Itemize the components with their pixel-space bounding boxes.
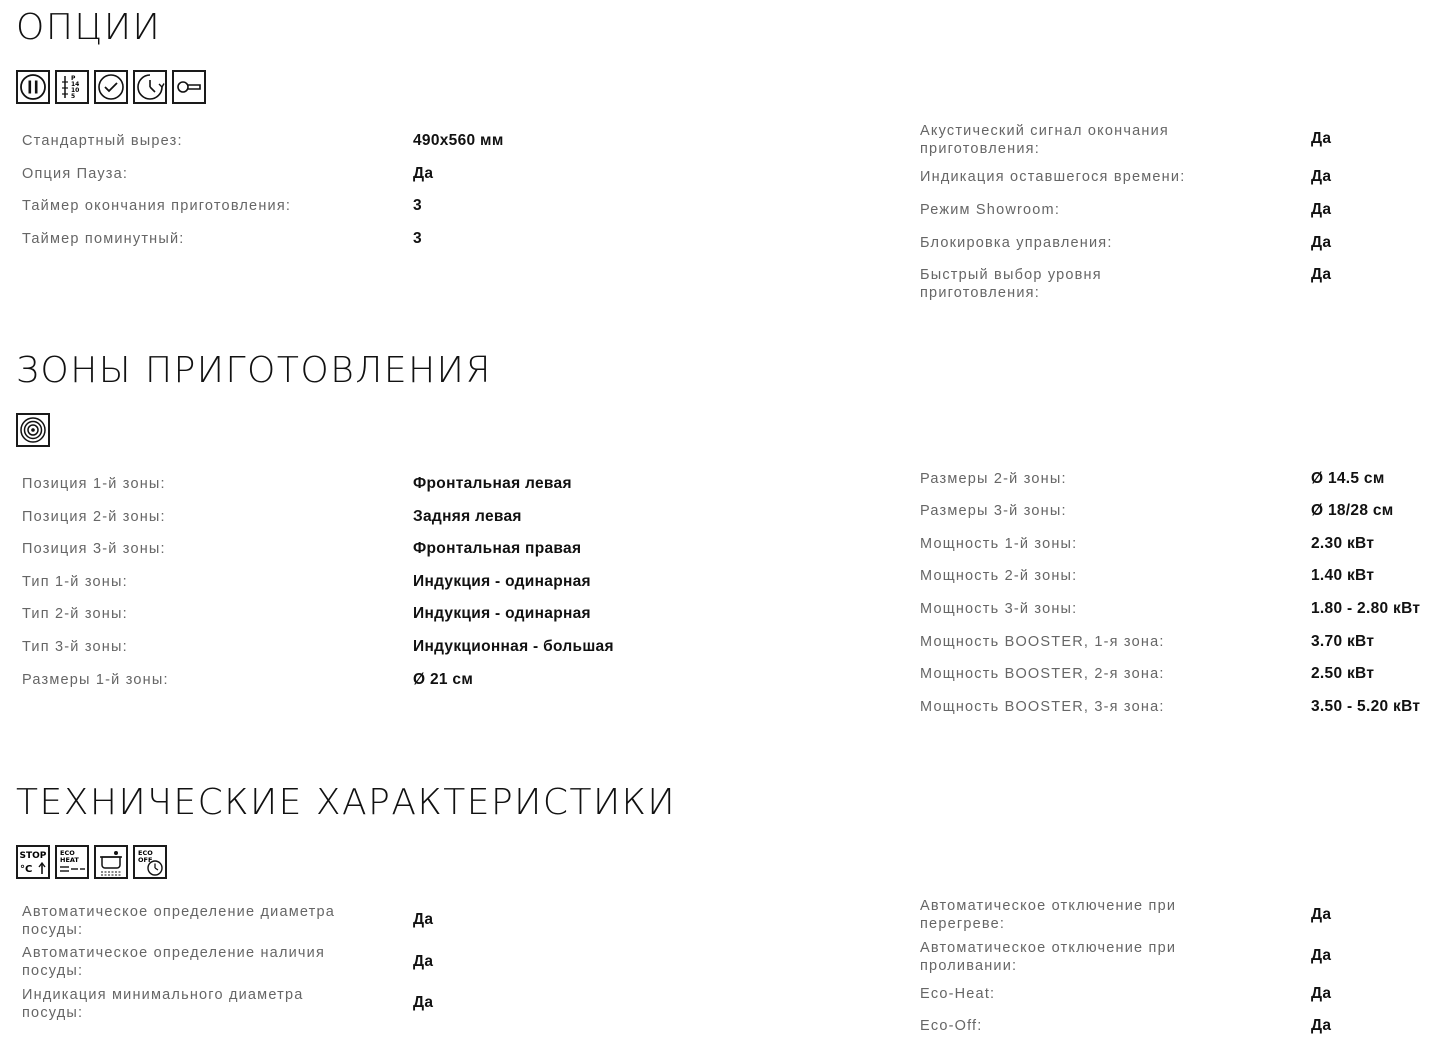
spec-value: Да <box>1311 234 1332 251</box>
pot-detection-icon <box>94 845 128 879</box>
spec-label: Таймер поминутный: <box>22 231 185 247</box>
spec-value: Индукция - одинарная <box>413 573 591 590</box>
svg-text:5: 5 <box>71 93 76 100</box>
spec-label: Мощность 2-й зоны: <box>920 568 1078 584</box>
spec-value: Фронтальная правая <box>413 540 582 557</box>
spec-label: Тип 2-й зоны: <box>22 606 128 622</box>
eco-off-icon-text-off: OFF <box>138 856 153 864</box>
clock-icon <box>94 70 128 104</box>
spec-value: Да <box>1311 130 1332 147</box>
timer-levels-icon <box>55 70 89 104</box>
spec-label: Мощность 1-й зоны: <box>920 536 1078 552</box>
spec-label: Позиция 1-й зоны: <box>22 476 166 492</box>
spec-label: Мощность BOOSTER, 1-я зона: <box>920 634 1165 650</box>
eco-off-icon-text-eco: ECO <box>138 849 153 857</box>
spec-value: Индукционная - большая <box>413 638 614 655</box>
spec-value: Да <box>1311 168 1332 185</box>
spec-label: Индикация оставшегося времени: <box>920 169 1186 185</box>
spec-value: Да <box>1311 947 1332 964</box>
spec-value: 2.30 кВт <box>1311 535 1375 552</box>
options-section <box>0 8 1439 308</box>
spec-value: Да <box>1311 985 1332 1002</box>
spec-label: Размеры 1-й зоны: <box>22 672 169 688</box>
spec-value: 1.80 - 2.80 кВт <box>1311 600 1421 617</box>
spec-value: 3.70 кВт <box>1311 633 1375 650</box>
spec-label: Размеры 2-й зоны: <box>920 471 1067 487</box>
spec-label: Автоматическое определение диаметра посуды: <box>22 904 336 938</box>
spec-value: Ø 18/28 см <box>1311 502 1394 519</box>
clock-end-icon <box>133 70 167 104</box>
spec-label: Индикация минимального диаметра посуды: <box>22 987 304 1021</box>
options-title: ОПЦИИ <box>16 7 162 48</box>
zones-icons <box>16 413 50 447</box>
spec-value: 490x560 мм <box>413 132 504 149</box>
tech-title: ТЕХНИЧЕСКИЕ ХАРАКТЕРИСТИКИ <box>16 782 677 823</box>
spec-value: 3.50 - 5.20 кВт <box>1311 698 1421 715</box>
spec-value: 3 <box>413 197 422 214</box>
spec-label: Блокировка управления: <box>920 235 1113 251</box>
spec-label: Автоматическое определение наличия посуды: <box>22 945 326 979</box>
svg-text:P: P <box>71 75 76 82</box>
spec-value: 3 <box>413 230 422 247</box>
lock-key-icon <box>172 70 206 104</box>
spec-value: Да <box>1311 266 1332 283</box>
stop-temp-icon <box>16 845 50 879</box>
spec-label: Позиция 2-й зоны: <box>22 509 166 525</box>
spec-label: Автоматическое отключение при проливании: <box>920 940 1177 974</box>
spec-label: Быстрый выбор уровня приготовления: <box>920 267 1102 301</box>
spec-label: Eco-Off: <box>920 1018 983 1034</box>
options-icons <box>16 70 206 104</box>
eco-heat-icon-text-eco: ECO <box>60 849 75 857</box>
spec-value: Индукция - одинарная <box>413 605 591 622</box>
spec-label: Мощность 3-й зоны: <box>920 601 1078 617</box>
spec-value: Да <box>413 953 434 970</box>
spec-value: Да <box>413 911 434 928</box>
eco-heat-icon-text-heat: HEAT <box>60 856 79 864</box>
pause-icon <box>16 70 50 104</box>
zones-title: ЗОНЫ ПРИГОТОВЛЕНИЯ <box>16 350 492 391</box>
tech-icons <box>16 845 167 879</box>
spec-value: Ø 21 см <box>413 671 474 688</box>
spec-value: Задняя левая <box>413 508 522 525</box>
spec-value: Фронтальная левая <box>413 475 572 492</box>
zones-section <box>0 351 1439 751</box>
spec-label: Мощность BOOSTER, 3-я зона: <box>920 699 1165 715</box>
eco-heat-icon <box>55 845 89 879</box>
spec-value: 2.50 кВт <box>1311 665 1375 682</box>
spec-label: Опция Пауза: <box>22 166 129 182</box>
spec-label: Eco-Heat: <box>920 986 996 1002</box>
spec-label: Режим Showroom: <box>920 202 1061 218</box>
induction-zone-icon <box>16 413 50 447</box>
spec-label: Стандартный вырез: <box>22 133 183 149</box>
spec-label: Позиция 3-й зоны: <box>22 541 166 557</box>
stop-icon-subtext: °C <box>20 864 33 875</box>
spec-value: 1.40 кВт <box>1311 567 1375 584</box>
spec-label: Автоматическое отключение при перегреве: <box>920 898 1177 932</box>
spec-value: Да <box>1311 201 1332 218</box>
spec-label: Размеры 3-й зоны: <box>920 503 1067 519</box>
spec-label: Мощность BOOSTER, 2-я зона: <box>920 666 1165 682</box>
spec-label: Тип 3-й зоны: <box>22 639 128 655</box>
spec-label: Акустический сигнал окончания приготовления: <box>920 123 1169 157</box>
spec-value: Да <box>1311 906 1332 923</box>
tech-section <box>0 783 1439 1048</box>
spec-value: Ø 14.5 см <box>1311 470 1385 487</box>
spec-value: Да <box>1311 1017 1332 1034</box>
spec-label: Тип 1-й зоны: <box>22 574 128 590</box>
svg-text:14: 14 <box>71 81 80 88</box>
spec-label: Таймер окончания приготовления: <box>22 198 292 214</box>
eco-off-icon <box>133 845 167 879</box>
spec-value: Да <box>413 165 434 182</box>
spec-value: Да <box>413 994 434 1011</box>
svg-text:10: 10 <box>71 87 80 94</box>
stop-icon-text: STOP <box>19 851 47 861</box>
